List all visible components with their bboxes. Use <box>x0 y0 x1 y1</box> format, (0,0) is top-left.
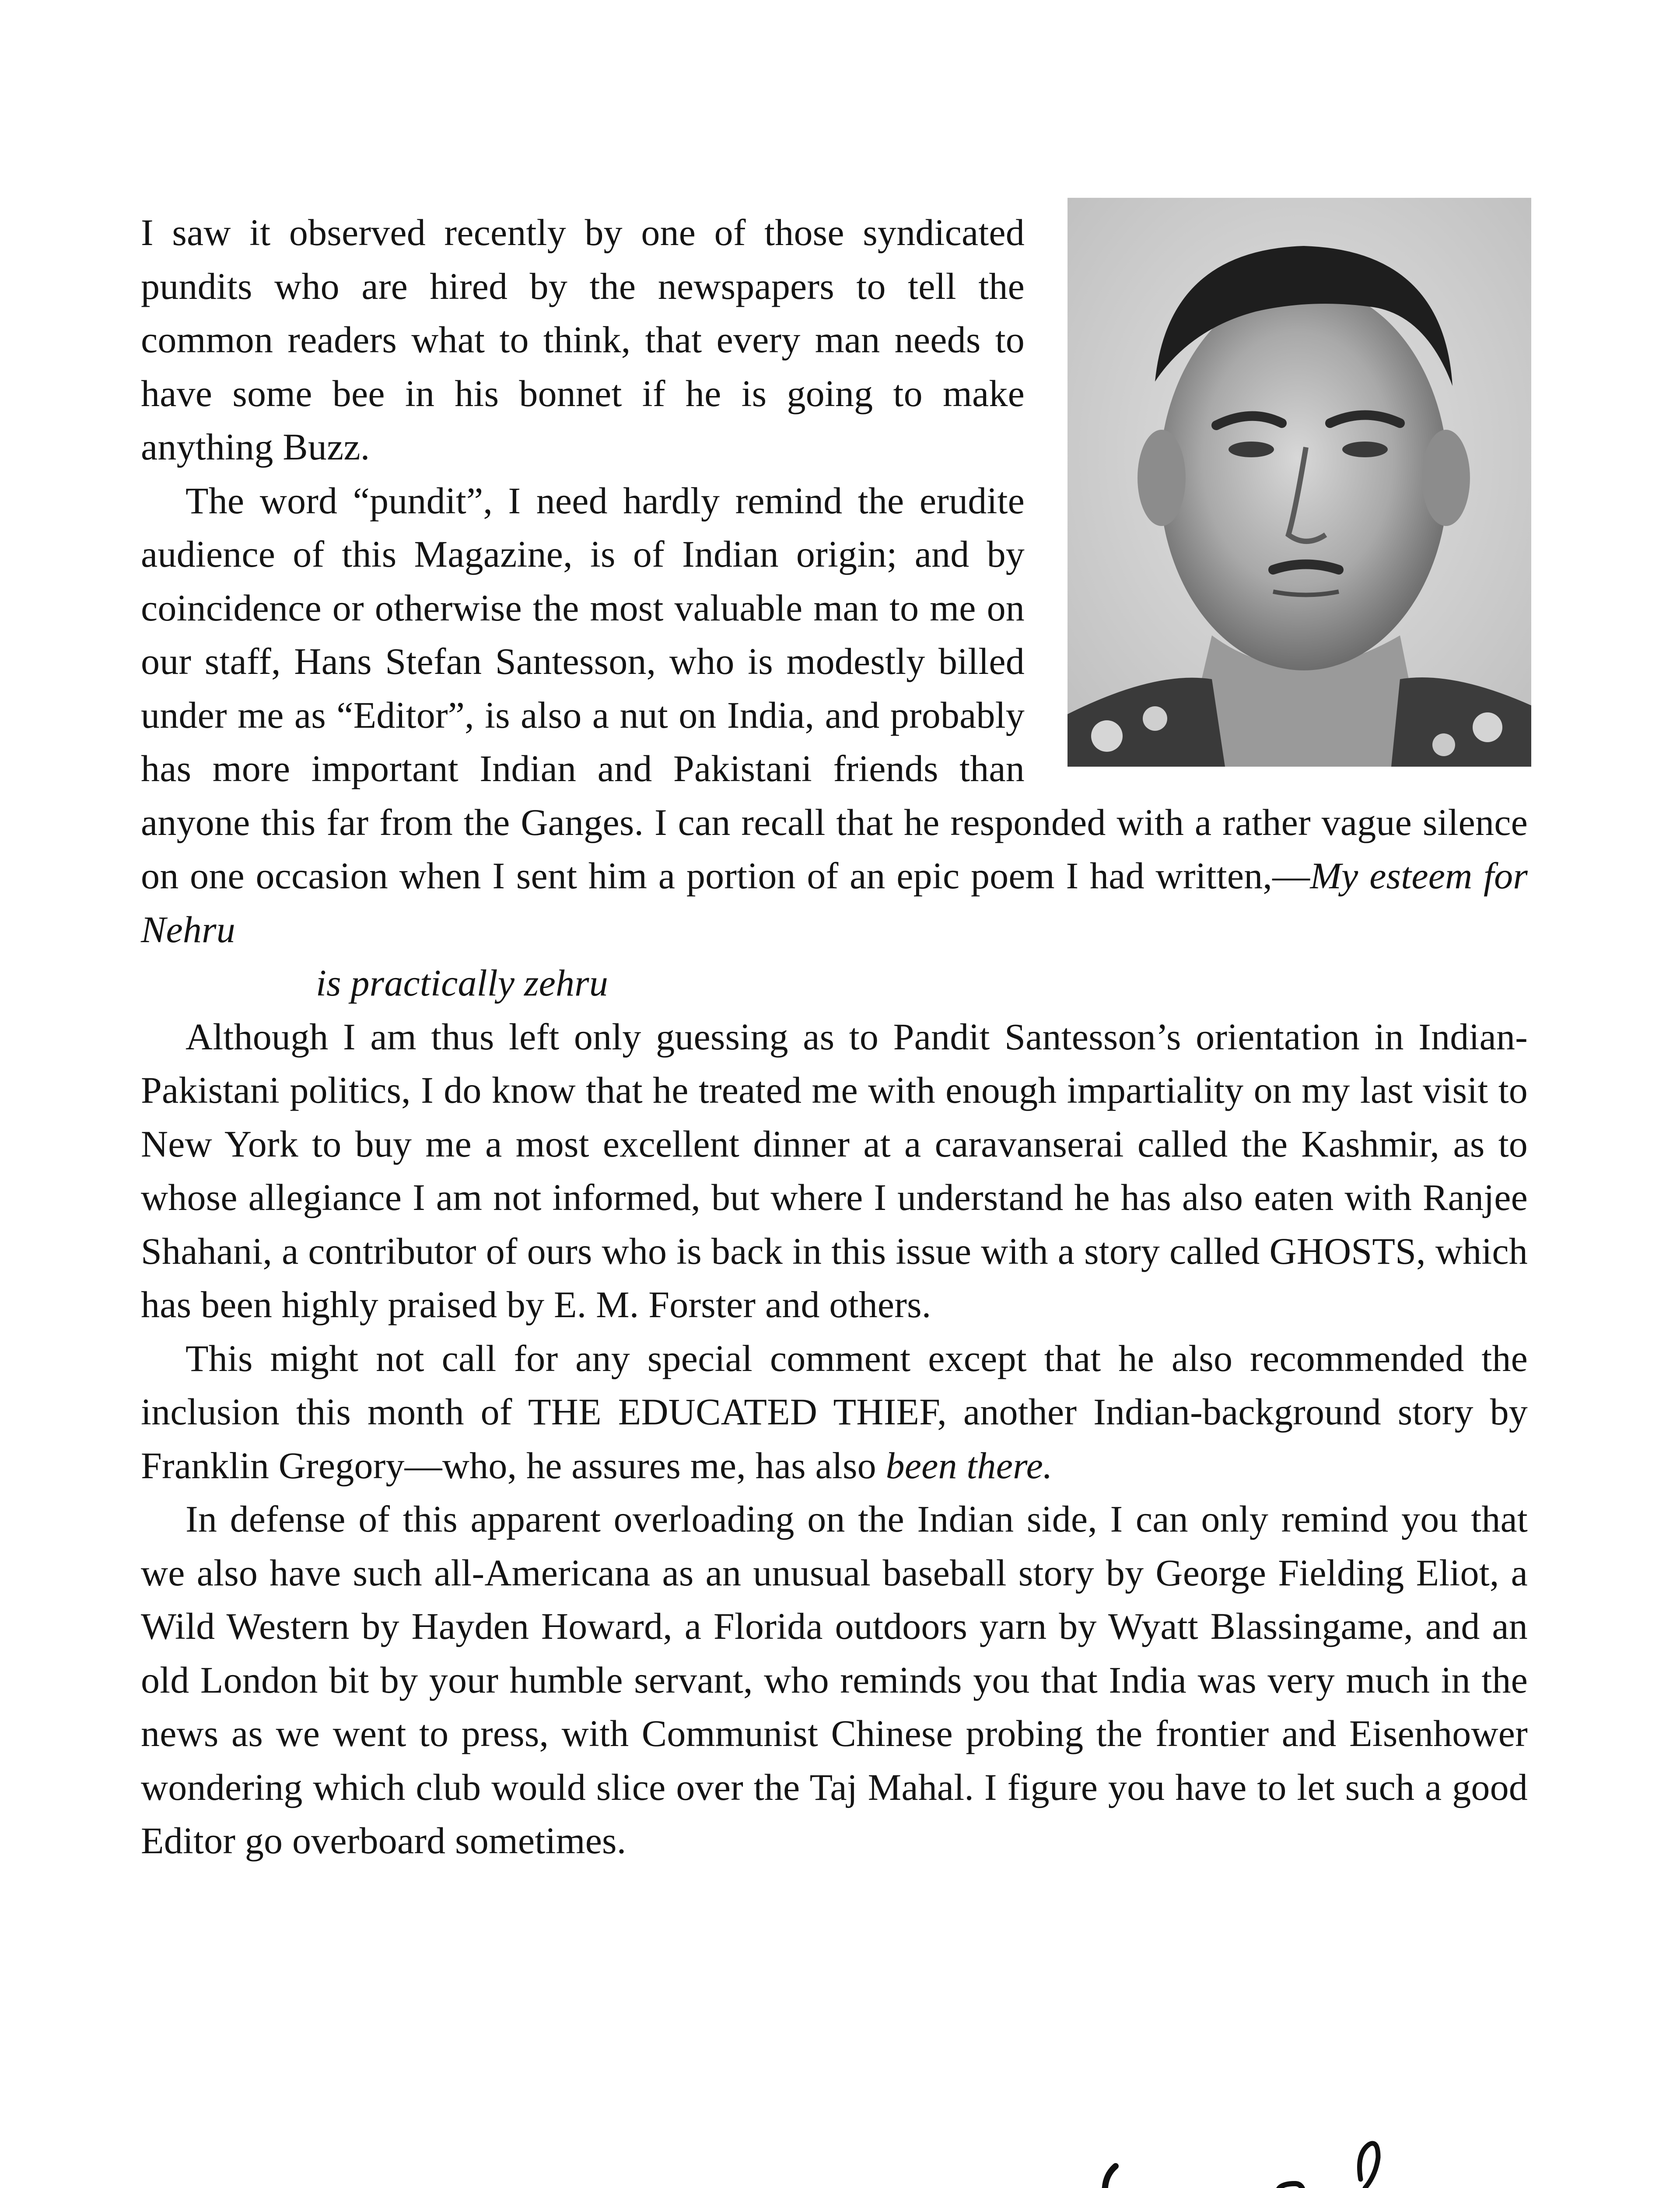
paragraph-3: Although I am thus left only guessing as to Pandit Santesson’s orientation in Indian-Pakistani politics, I do know that he treated me with enough impartiality on my last visit to New York to buy me a most excellent dinner at a caravanserai called the Kashmir, as to whose allegiance I am not informed, but where I understand he has also eaten with Ranjee Shahani, a contributor of ours who is back in this issue with a story called GHOSTS, which has been highly praised by E. M. Forster and others. <box>141 1015 1528 1325</box>
poem-line-2: is practically zehru <box>316 962 609 1004</box>
article-body <box>141 206 1528 1868</box>
paragraph-2-text: The word “pundit”, I need hardly remind the erudite audience of this Magazine, is of Indian origin; and by coincidence or otherwise the most valuable man to me on our staff, Hans Stefan Santesson, who is modestly billed under me as “Editor”, is also a nut on India, and probably has more important Indian and Pakistani friends than anyone this far from the Ganges. I can recall that he responded with a rather vague silence on one occasion when I sent him a portion of an epic poem I had written,— <box>141 479 1528 897</box>
photo-wrap-spacer <box>1042 206 1528 771</box>
paragraph-4 <box>141 1332 1528 1493</box>
poem-line-1: My esteem for Nehru <box>141 855 1528 950</box>
paragraph-1: I saw it observed recently by one of those syndicated pundits who are hired by the newspapers to tell the common readers what to think, that every man needs to have some bee in his bonnet if he is going to make anything Buzz. <box>141 211 1025 468</box>
signature-drawing <box>1098 2135 1518 2188</box>
paragraph-5: In defense of this apparent overloading on the Indian side, I can only remind you that we also have such all-Americana as an unusual baseball story by George Fielding Eliot, a Wild Western by Hayden Howard, a Florida outdoors yarn by Wyatt Blassingame, and an old London bit by your humble servant, who reminds you that India was very much in the news as we went to press, with Communist Chinese probing the frontier and Eisenhower wondering which club would slice over the Taj Mahal. I figure you have to let such a good Editor go overboard sometimes. <box>141 1498 1528 1862</box>
paragraph-4-text: This might not call for any special comment except that he also recommended the inclusion this month of THE EDUCATED THIEF, another Indian-background story by Franklin Gregory—who, he assures me, has also <box>141 1337 1528 1487</box>
paragraph-4-italic: been there. <box>886 1444 1053 1487</box>
handwritten-signature <box>1098 2135 1518 2188</box>
